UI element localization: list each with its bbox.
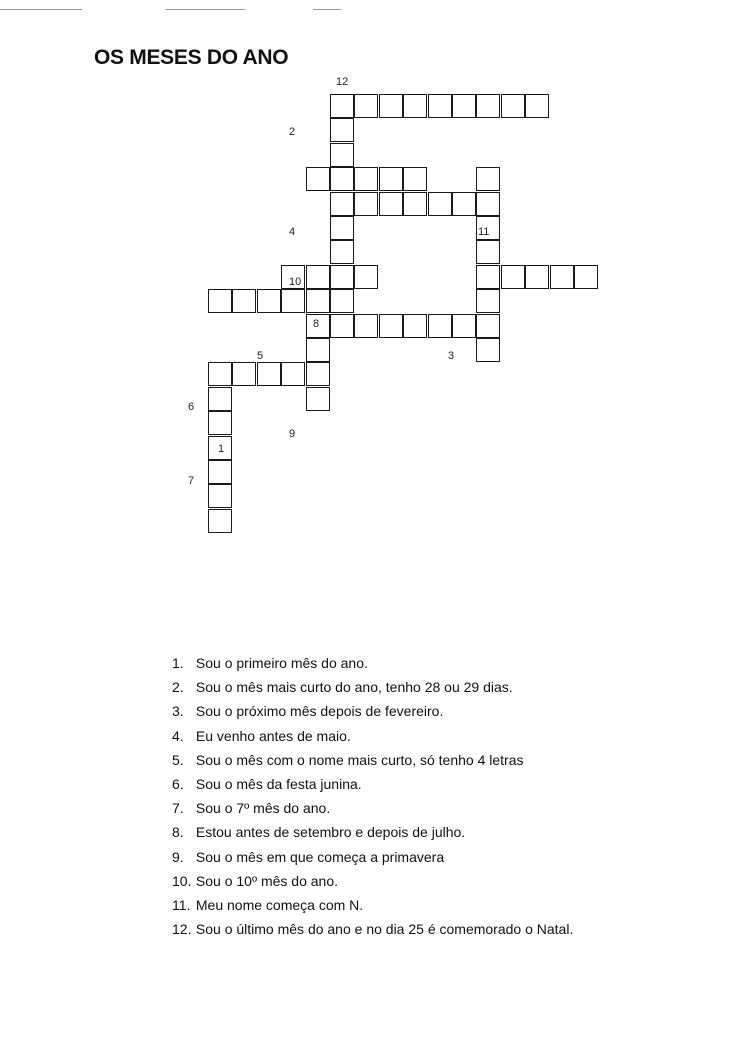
crossword-cell[interactable] [476,314,500,338]
clue-item [172,820,573,844]
crossword-cell[interactable] [281,362,305,386]
crossword-cell[interactable] [379,192,403,216]
crossword-cell[interactable] [330,216,354,240]
crossword-cell[interactable] [208,362,232,386]
clue-item [172,724,573,748]
crossword-cell[interactable] [550,265,574,289]
crossword-cell[interactable] [330,192,354,216]
crossword-cell[interactable] [476,94,500,118]
crossword-cell[interactable] [208,484,232,508]
clue-number-label: 1 [218,443,225,455]
crossword-cell[interactable] [354,314,378,338]
clue-item-text: Sou o primeiro mês do ano. [195,655,368,671]
clue-list [172,651,573,941]
crossword-cell[interactable] [525,265,549,289]
crossword-cell[interactable] [306,265,330,289]
crossword-cell[interactable] [257,289,281,313]
clue-item-number: 2. [172,679,184,696]
clue-item [172,917,573,941]
clue-item-text: Sou o mês em que começa a primavera [195,848,445,865]
crossword-cell[interactable] [403,314,427,338]
crossword-cell[interactable] [452,94,476,118]
clue-item-text: Sou o mês mais curto do ano, tenho 28 ou 29 dias. [195,679,513,696]
crossword-cell[interactable] [452,314,476,338]
crossword-cell[interactable] [501,94,525,118]
clue-item [172,796,573,820]
crossword-cell[interactable] [452,192,476,216]
crossword-cell[interactable] [281,289,305,313]
crossword-cell[interactable] [306,362,330,386]
crossword-cell[interactable] [476,167,500,191]
crossword-cell[interactable] [501,265,525,289]
crossword-cell[interactable] [354,94,378,118]
clue-number-label: 7 [188,475,195,487]
crossword-cell[interactable] [428,314,452,338]
clue-item-number: 11. [172,897,191,914]
crossword-cell[interactable] [208,387,232,411]
crossword-cell[interactable] [208,460,232,484]
crossword-cell[interactable] [208,509,232,533]
crossword-cell[interactable] [403,167,427,191]
crossword-cell[interactable] [330,314,354,338]
crossword-cell[interactable] [354,265,378,289]
crossword-cell[interactable] [257,362,281,386]
clue-item-number: 6. [172,776,184,793]
crossword-cell[interactable] [330,167,354,191]
clue-item-number: 3. [172,703,184,720]
crossword-cell[interactable] [232,362,256,386]
crossword-cell[interactable] [379,94,403,118]
clue-item-text: Sou o mês com o nome mais curto, só tenho 4 letras [195,751,524,768]
clue-item-text: Sou o 7º mês do ano. [195,800,331,817]
clue-number-label: 9 [289,428,296,440]
clue-item-text: Estou antes de setembro e depois de julho. [195,824,466,841]
clue-item-number: 1. [172,655,184,671]
crossword-cell[interactable] [330,94,354,118]
crossword-cell[interactable] [330,118,354,142]
crossword-cell[interactable] [232,289,256,313]
crossword-cell[interactable] [306,387,330,411]
crossword-cell[interactable] [330,289,354,313]
clue-number-label: 10 [289,276,302,288]
clue-item [172,772,573,796]
clue-item-number: 12. [172,921,192,938]
clue-number-label: 2 [289,126,296,138]
page-title: OS MESES DO ANO [94,46,289,69]
clue-number-label: 3 [448,350,455,362]
clue-item-number: 5. [172,751,184,768]
crossword-cell[interactable] [403,192,427,216]
crossword-cell[interactable] [428,192,452,216]
clue-item-text: Meu nome começa com N. [195,897,364,914]
crossword-cell[interactable] [208,411,232,435]
clue-number-label: 4 [289,226,296,238]
crossword-cell[interactable] [330,265,354,289]
clue-item-number: 10. [172,872,192,889]
crossword-cell[interactable] [208,289,232,313]
clue-number-label: 5 [257,350,264,362]
clue-item-number: 8. [172,824,184,841]
crossword-cell[interactable] [354,192,378,216]
crossword-cell[interactable] [354,167,378,191]
crossword-cell[interactable] [476,240,500,264]
clue-item [172,869,573,893]
crossword-cell[interactable] [403,94,427,118]
clue-item [172,699,573,723]
crossword-cell[interactable] [379,314,403,338]
crossword-cell[interactable] [476,289,500,313]
crossword-cell[interactable] [306,167,330,191]
clue-item-number: 9. [172,848,184,865]
clue-item [172,651,573,675]
clue-item [172,893,573,917]
crossword-cell[interactable] [476,338,500,362]
crossword-cell[interactable] [330,143,354,167]
clue-item-number: 7. [172,800,184,817]
crossword-cell[interactable] [306,338,330,362]
clue-item-text: Sou o 10º mês do ano. [195,872,338,889]
crossword-cell[interactable] [574,265,598,289]
crossword-cell[interactable] [306,289,330,313]
clue-number-label: 12 [336,76,349,88]
clue-item [172,748,573,772]
clue-item [172,845,573,869]
crossword-cell[interactable] [476,265,500,289]
clue-item-text: Sou o mês da festa junina. [195,776,362,793]
clue-number-label: 6 [188,401,195,413]
clue-item-text: Sou o próximo mês depois de fevereiro. [195,703,444,720]
crossword-cell[interactable] [330,240,354,264]
clue-number-label: 11 [478,226,490,238]
clue-item-text: Eu venho antes de maio. [195,727,351,744]
clue-item [172,675,573,699]
clue-item-number: 4. [172,727,184,744]
clue-number-label: 8 [313,318,320,330]
crossword-cell[interactable] [476,192,500,216]
clue-item-text: Sou o último mês do ano e no dia 25 é comemorado o Natal. [195,921,574,938]
crossword-cell[interactable] [379,167,403,191]
crossword-cell[interactable] [525,94,549,118]
crossword-cell[interactable] [428,94,452,118]
